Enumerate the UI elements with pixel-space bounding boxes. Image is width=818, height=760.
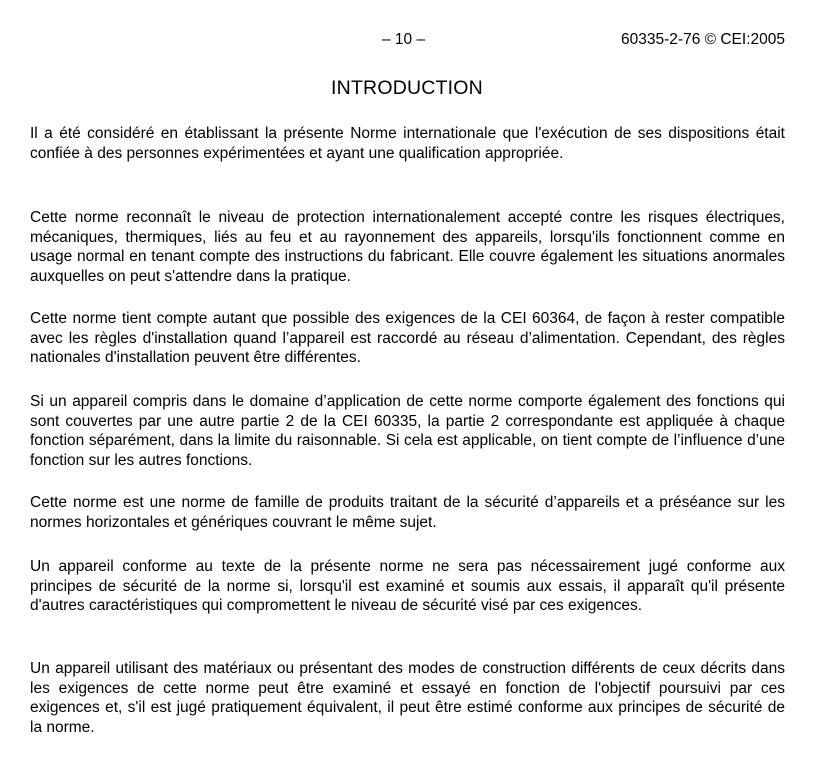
paragraph-2: Cette norme reconnaît le niveau de protection internationalement accepté contre les risques électriques, mécaniques, thermiques, liés au feu et au rayonnement des appareils, lorsqu'ils fonctionnent comme en usage normal en tenant compte des instructions du fabricant. Elle couvre également les situations anormales auxquelles on peut s'attendre dans la pratique. — [30, 209, 785, 285]
paragraph-3: Cette norme tient compte autant que possible des exigences de la CEI 60364, de façon à rester compatible avec les règles d'installation quand l’appareil est raccordé au réseau d’alimentation. Cependant, des règles nationales d'installation peuvent être différentes. — [30, 310, 785, 366]
paragraph-4: Si un appareil compris dans le domaine d’application de cette norme comporte également des fonctions qui sont couvertes par une autre partie 2 de la CEI 60335, la partie 2 correspondante est appliquée à chaque fonction séparément, dans la limite du raisonnable. Si cela est applicable, on tient compte de l’influence d’une fonction sur les autres fonctions. — [30, 393, 785, 469]
page-number: – 10 – — [382, 31, 426, 48]
section-title: INTRODUCTION — [331, 77, 483, 99]
paragraph-1: Il a été considéré en établissant la présente Norme internationale que l'exécution de ses dispositions était confiée à des personnes expérimentées et ayant une qualification appropriée. — [30, 125, 785, 162]
paragraph-7: Un appareil utilisant des matériaux ou présentant des modes de construction différents de ceux décrits dans les exigences de cette norme peut être examiné et essayé en fonction de l'objectif poursuivi par ces exigences et, s'il est jugé pratiquement équivalent, il peut être estimé conforme aux principes de sécurité de la norme. — [30, 660, 785, 736]
paragraph-6: Un appareil conforme au texte de la présente norme ne sera pas nécessairement jugé conforme aux principes de sécurité de la norme si, lorsqu'il est examiné et soumis aux essais, il apparaît qu'il présente d'autres caractéristiques qui compromettent le niveau de sécurité visé par ces exigences. — [30, 558, 785, 614]
paragraph-5: Cette norme est une norme de famille de produits traitant de la sécurité d’appareils et a préséance sur les normes horizontales et génériques couvrant le même sujet. — [30, 494, 785, 531]
standard-reference: 60335-2-76 © CEI:2005 — [621, 31, 785, 48]
